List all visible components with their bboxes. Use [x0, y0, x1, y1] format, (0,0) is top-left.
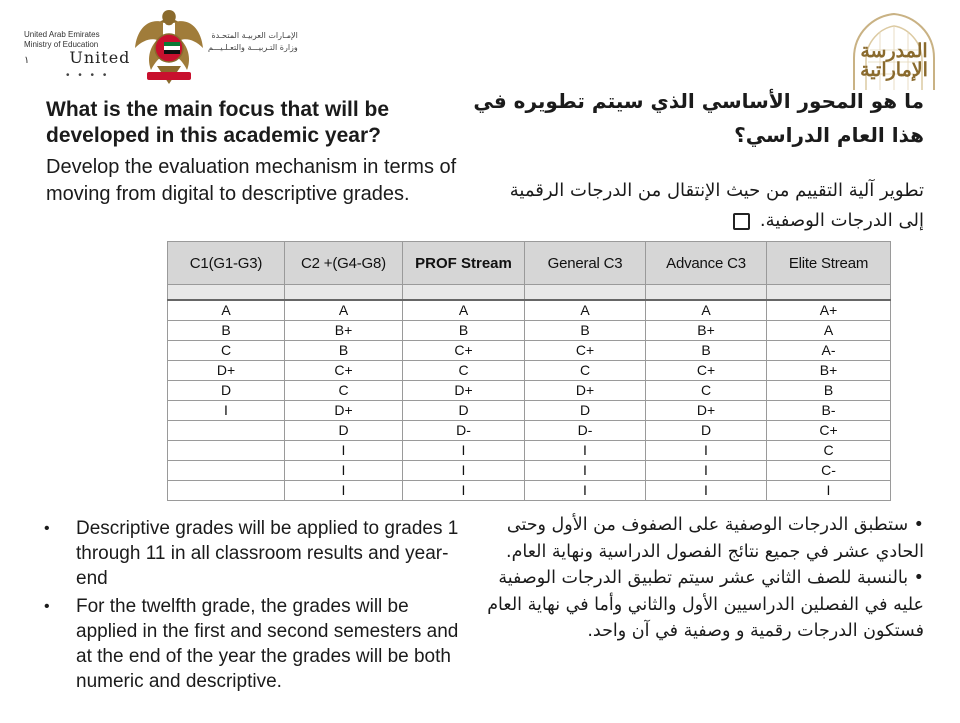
table-cell — [168, 421, 285, 441]
table-cell: D- — [403, 421, 525, 441]
table-cell: I — [403, 441, 525, 461]
table-cell: A — [168, 300, 285, 321]
table-cell: I — [646, 481, 767, 501]
column-header-advance-c3: Advance C3 — [646, 242, 767, 285]
table-cell: B+ — [646, 321, 767, 341]
table-cell: C+ — [767, 421, 891, 441]
table-cell: I — [525, 461, 646, 481]
table-cell: I — [168, 401, 285, 421]
table-cell: D — [525, 401, 646, 421]
table-cell: D — [168, 381, 285, 401]
table-cell: D+ — [403, 381, 525, 401]
column-header-c1: C1(G1-G3) — [168, 242, 285, 285]
ministry-en-line3: United — [69, 48, 131, 67]
table-cell: A — [646, 300, 767, 321]
table-cell: C — [168, 341, 285, 361]
table-cell: C- — [767, 461, 891, 481]
table-cell: A — [767, 321, 891, 341]
table-cell: C — [285, 381, 403, 401]
table-cell: D- — [525, 421, 646, 441]
table-row — [168, 461, 891, 481]
ministry-ar-line1: الإمـارات العربيـة المتحـدة — [211, 31, 298, 40]
list-item: • ستطبق الدرجات الوصفية على الصفوف من الأول وحتى الحادي عشر في جميع نتائج الفصول الدراسية ونهاية العام. — [506, 515, 924, 562]
table-row — [168, 421, 891, 441]
table-row — [168, 401, 891, 421]
table-cell: B+ — [767, 361, 891, 381]
bullet-list-en — [44, 516, 464, 697]
table-cell: D — [646, 421, 767, 441]
table-spacer-row — [168, 285, 891, 301]
table-row — [168, 481, 891, 501]
column-header-elite: Elite Stream — [767, 242, 891, 285]
table-cell: I — [525, 441, 646, 461]
table-cell: C — [525, 361, 646, 381]
table-cell: C+ — [646, 361, 767, 381]
table-cell: B — [525, 321, 646, 341]
school-name: المدرسة الإماراتية — [860, 40, 928, 81]
column-header-prof: PROF Stream — [403, 242, 525, 285]
table-cell: D+ — [168, 361, 285, 381]
uae-emblem-icon — [133, 8, 205, 88]
bullet-list-ar — [484, 512, 924, 645]
question-title-en: What is the main focus that will be developed in this academic year? — [46, 98, 390, 147]
table-row — [168, 321, 891, 341]
table-cell: C+ — [285, 361, 403, 381]
ministry-name-ar — [208, 30, 298, 54]
table-cell — [168, 481, 285, 501]
question-answer-ar — [484, 176, 924, 236]
table-row — [168, 300, 891, 321]
list-item: • Descriptive grades will be applied to grades 1 through 11 in all classroom results and year-end — [44, 516, 464, 591]
table-cell: I — [646, 461, 767, 481]
table-cell — [168, 441, 285, 461]
column-header-general-c3: General C3 — [525, 242, 646, 285]
table-cell: D+ — [285, 401, 403, 421]
table-cell: B — [285, 341, 403, 361]
table-cell: I — [767, 481, 891, 501]
table-cell: I — [646, 441, 767, 461]
table-cell: D — [285, 421, 403, 441]
table-cell: C — [646, 381, 767, 401]
table-cell: B — [646, 341, 767, 361]
table-cell — [168, 461, 285, 481]
table-cell: I — [403, 461, 525, 481]
table-cell: D+ — [646, 401, 767, 421]
table-row — [168, 381, 891, 401]
ministry-en-prefix: ١ — [24, 55, 30, 66]
table-cell: B- — [767, 401, 891, 421]
table-cell: C+ — [525, 341, 646, 361]
table-cell: C+ — [403, 341, 525, 361]
table-cell: B — [168, 321, 285, 341]
ministry-en-line1: United Arab Emirates — [24, 30, 100, 39]
table-cell: D+ — [525, 381, 646, 401]
answer-text-ar: تطوير آلية التقييم من حيث الإنتقال من الدرجات الرقمية إلى الدرجات الوصفية. — [509, 180, 924, 231]
table-cell: I — [403, 481, 525, 501]
question-answer-en: Develop the evaluation mechanism in terms of moving from digital to descriptive grades. — [46, 156, 457, 205]
table-cell: A- — [767, 341, 891, 361]
list-item: • بالنسبة للصف الثاني عشر سيتم تطبيق الدرجات الوصفية عليه في الفصلين الدراسيين الأول والثاني وأما في نهاية العام فستكون الدرجات رقمية و وصفية في آن واحد. — [487, 568, 924, 641]
list-item: • For the twelfth grade, the grades will be applied in the first and second semesters and at the end of the year the grades will be both numeric and descriptive. — [44, 594, 464, 694]
checkbox-icon — [733, 213, 750, 230]
decorative-dots: • • • • — [66, 70, 110, 81]
table-row — [168, 361, 891, 381]
question-title-ar: ما هو المحور الأساسي الذي سيتم تطويره في هذا العام الدراسي؟ — [473, 89, 924, 147]
table-cell: I — [285, 441, 403, 461]
table-cell: I — [285, 481, 403, 501]
table-cell: A — [403, 300, 525, 321]
table-cell: B — [767, 381, 891, 401]
table-cell: B — [403, 321, 525, 341]
table-row — [168, 341, 891, 361]
table-cell: D — [403, 401, 525, 421]
table-cell: A — [285, 300, 403, 321]
table-cell: I — [525, 481, 646, 501]
table-header-row — [168, 242, 891, 285]
ministry-ar-line2: وزارة التـربيـــة والتعـلـيـــم — [208, 43, 298, 52]
table-cell: B+ — [285, 321, 403, 341]
table-cell: A — [525, 300, 646, 321]
table-cell: C — [767, 441, 891, 461]
table-cell: I — [285, 461, 403, 481]
table-row — [168, 441, 891, 461]
column-header-c2: C2 +(G4-G8) — [285, 242, 403, 285]
table-cell: C — [403, 361, 525, 381]
grade-conversion-table — [167, 241, 891, 501]
ministry-en-line2: Ministry of Education — [24, 40, 99, 49]
table-cell: A+ — [767, 300, 891, 321]
ministry-name-en — [24, 30, 130, 66]
